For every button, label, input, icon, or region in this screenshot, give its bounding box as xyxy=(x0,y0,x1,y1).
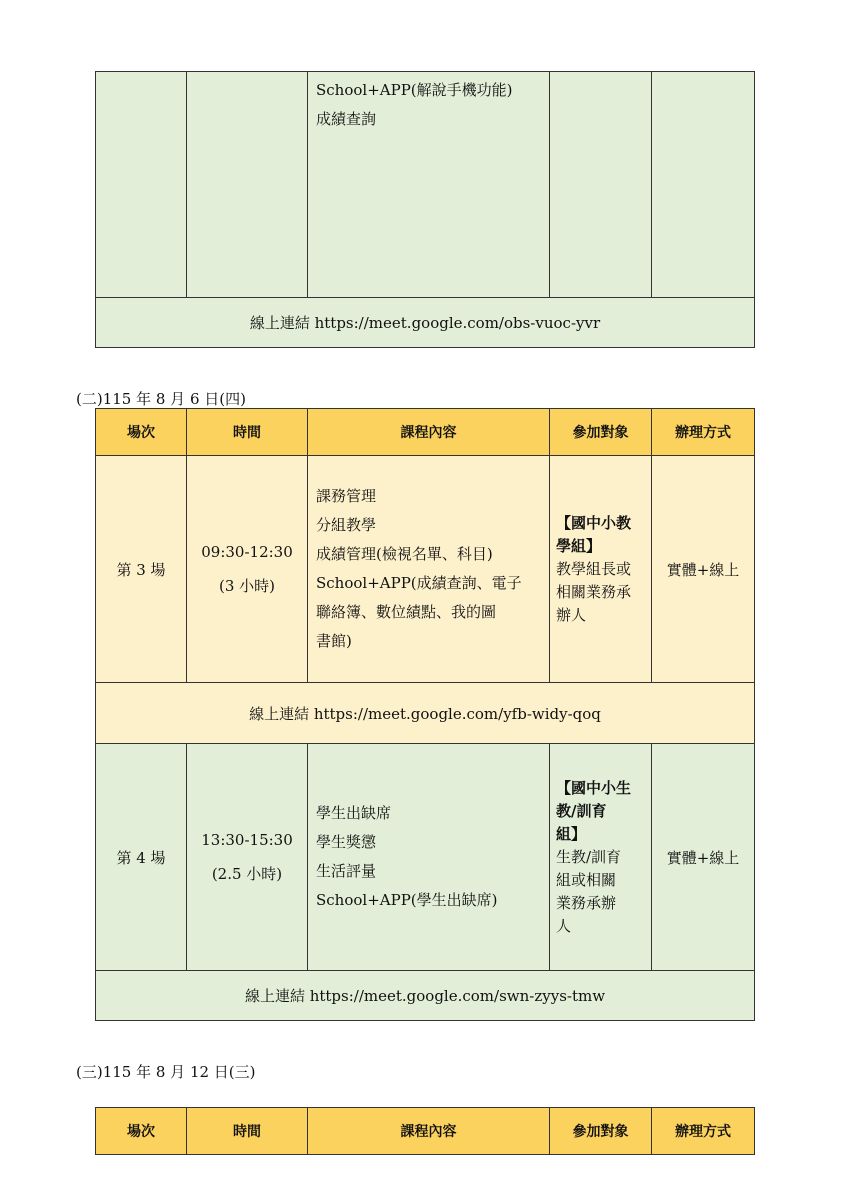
content-line: 聯絡簿、數位績點、我的圖 xyxy=(316,603,497,621)
duration: (3 小時) xyxy=(218,576,276,595)
content-line: 成績查詢 xyxy=(316,110,377,128)
content-line: 學生獎懲 xyxy=(316,833,377,851)
header-audience: 參加對象 xyxy=(550,1108,652,1155)
audience-cell xyxy=(550,72,652,298)
audience-cell xyxy=(550,456,652,683)
audience-group: 教/訓育 xyxy=(556,801,607,820)
schedule-table-continued xyxy=(95,71,755,348)
content-line: 學生出缺席 xyxy=(316,804,392,822)
audience-group: 【國中小教 xyxy=(556,513,632,532)
time-cell xyxy=(187,456,308,683)
header-session: 場次 xyxy=(96,409,187,456)
schedule-table xyxy=(95,1107,755,1155)
time-range: 09:30-12:30 xyxy=(201,542,293,561)
audience-group: 學組】 xyxy=(556,536,602,555)
audience-line: 教學組長或 xyxy=(556,559,632,578)
header-time: 時間 xyxy=(187,1108,308,1155)
audience-cell xyxy=(550,744,652,971)
online-link[interactable]: 線上連結 https://meet.google.com/yfb-widy-qoq xyxy=(96,683,755,744)
audience-line: 組或相關 xyxy=(556,870,617,889)
session-cell xyxy=(96,72,187,298)
duration: (2.5 小時) xyxy=(211,864,283,883)
table-row xyxy=(96,744,755,971)
mode-cell: 實體+線上 xyxy=(652,456,755,683)
schedule-table xyxy=(95,408,755,1021)
online-link[interactable]: 線上連結 https://meet.google.com/swn-zyys-tmw xyxy=(96,971,755,1021)
audience-line: 人 xyxy=(556,916,572,935)
content-line: 生活評量 xyxy=(316,862,377,880)
table-header-row xyxy=(96,1108,755,1155)
header-audience: 參加對象 xyxy=(550,409,652,456)
content-line: School+APP(學生出缺席) xyxy=(316,891,498,909)
time-cell xyxy=(187,72,308,298)
content-line: 課務管理 xyxy=(316,487,377,505)
audience-line: 業務承辦 xyxy=(556,893,617,912)
audience-line: 相關業務承 xyxy=(556,582,632,601)
session-cell: 第 4 場 xyxy=(96,744,187,971)
content-line: School+APP(解說手機功能) xyxy=(316,81,513,99)
content-line: 成績管理(檢視名單、科目) xyxy=(316,545,493,563)
content-line: 書館) xyxy=(316,632,352,650)
content-cell xyxy=(308,72,550,298)
header-time: 時間 xyxy=(187,409,308,456)
time-range: 13:30-15:30 xyxy=(201,830,293,849)
table-header-row xyxy=(96,409,755,456)
section-heading: (三)115 年 8 月 12 日(三) xyxy=(76,1063,256,1081)
header-mode: 辦理方式 xyxy=(652,1108,755,1155)
content-cell xyxy=(308,456,550,683)
header-mode: 辦理方式 xyxy=(652,409,755,456)
header-content: 課程內容 xyxy=(308,409,550,456)
section-heading: (二)115 年 8 月 6 日(四) xyxy=(76,390,246,408)
online-link[interactable]: 線上連結 https://meet.google.com/obs-vuoc-yvr xyxy=(96,298,755,348)
time-cell xyxy=(187,744,308,971)
audience-line: 生教/訓育 xyxy=(556,847,622,866)
audience-group: 【國中小生 xyxy=(556,778,632,797)
content-line: 分組教學 xyxy=(316,516,377,534)
audience-group: 組】 xyxy=(556,824,587,843)
table-row xyxy=(96,456,755,683)
mode-cell xyxy=(652,72,755,298)
session-cell: 第 3 場 xyxy=(96,456,187,683)
header-session: 場次 xyxy=(96,1108,187,1155)
header-content: 課程內容 xyxy=(308,1108,550,1155)
mode-cell: 實體+線上 xyxy=(652,744,755,971)
content-line: School+APP(成績查詢、電子 xyxy=(316,574,522,592)
audience-line: 辦人 xyxy=(556,605,587,624)
content-cell xyxy=(308,744,550,971)
